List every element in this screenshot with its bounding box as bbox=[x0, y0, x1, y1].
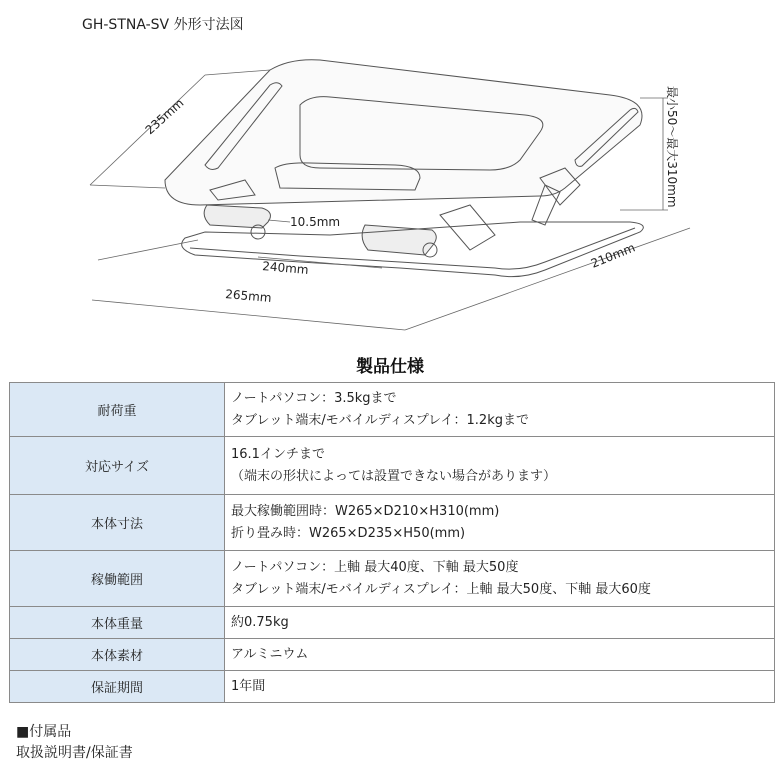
table-row bbox=[10, 671, 775, 703]
spec-value bbox=[225, 437, 775, 495]
spec-label: 稼働範囲 bbox=[10, 551, 225, 607]
stand-dimension-drawing bbox=[0, 0, 780, 345]
dim-width-inner: 240mm bbox=[261, 259, 310, 278]
dim-width-outer: 265mm bbox=[224, 287, 273, 306]
spec-label: 対応サイズ bbox=[10, 437, 225, 495]
spec-label: 保証期間 bbox=[10, 671, 225, 703]
accessories-section bbox=[16, 722, 133, 764]
table-row bbox=[10, 437, 775, 495]
dim-lip: 10.5mm bbox=[290, 215, 341, 229]
spec-line: 折り畳み時：W265×D235×H50(mm) bbox=[231, 525, 466, 541]
spec-line: ノートパソコン：3.5kgまで bbox=[231, 390, 397, 406]
dim-height-range: 最小50～最大310mm bbox=[665, 86, 679, 208]
spec-value bbox=[225, 383, 775, 437]
dim-depth-folded: 235mm bbox=[142, 95, 187, 138]
spec-line: タブレット端末/モバイルディスプレイ：上軸 最大50度、下軸 最大60度 bbox=[231, 581, 651, 597]
table-row bbox=[10, 639, 775, 671]
spec-line: アルミニウム bbox=[231, 646, 309, 662]
spec-value bbox=[225, 607, 775, 639]
spec-table bbox=[9, 382, 775, 703]
table-row bbox=[10, 607, 775, 639]
diagram-title: GH-STNA-SV 外形寸法図 bbox=[82, 17, 244, 33]
spec-value bbox=[225, 495, 775, 551]
accessories-heading: ■付属品 bbox=[16, 724, 72, 740]
spec-line: 16.1インチまで bbox=[231, 446, 325, 462]
spec-line: タブレット端末/モバイルディスプレイ：1.2kgまで bbox=[231, 412, 529, 428]
accessories-items: 取扱説明書/保証書 bbox=[16, 745, 133, 761]
spec-label: 本体重量 bbox=[10, 607, 225, 639]
spec-line: 最大稼働範囲時：W265×D210×H310(mm) bbox=[231, 503, 500, 519]
spec-label: 本体素材 bbox=[10, 639, 225, 671]
spec-title: 製品仕様 bbox=[356, 357, 424, 377]
table-row bbox=[10, 551, 775, 607]
spec-value bbox=[225, 671, 775, 703]
table-row bbox=[10, 495, 775, 551]
spec-line: （端末の形状によっては設置できない場合があります） bbox=[231, 468, 557, 484]
spec-line: 1年間 bbox=[231, 678, 266, 694]
spec-line: 約0.75kg bbox=[231, 614, 289, 630]
spec-value bbox=[225, 551, 775, 607]
spec-label: 耐荷重 bbox=[10, 383, 225, 437]
spec-line: ノートパソコン：上軸 最大40度、下軸 最大50度 bbox=[231, 559, 519, 575]
dim-depth-base: 210mm bbox=[588, 240, 638, 271]
spec-label: 本体寸法 bbox=[10, 495, 225, 551]
spec-value bbox=[225, 639, 775, 671]
table-row bbox=[10, 383, 775, 437]
